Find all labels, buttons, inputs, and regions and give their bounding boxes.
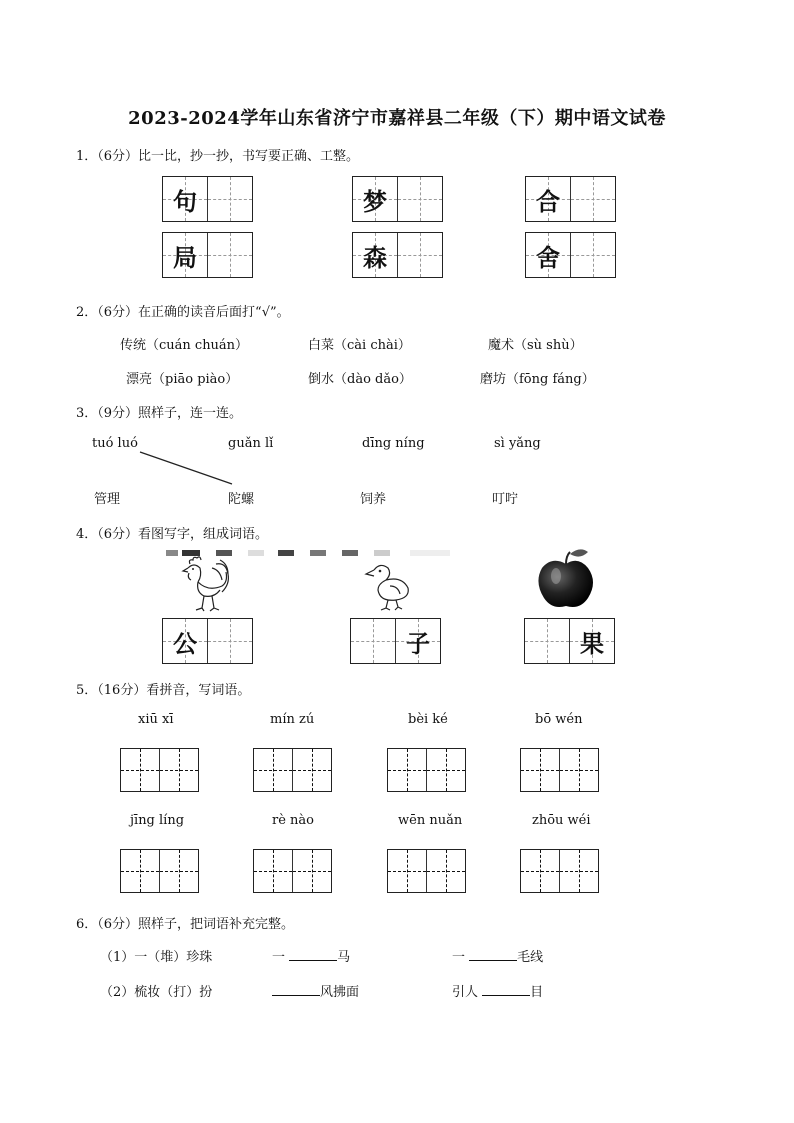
q6-item — [272, 981, 359, 1000]
q1-char: 局 — [173, 243, 197, 272]
q6-text: 目 — [530, 985, 544, 1000]
q5-pinyin: mín zú — [270, 712, 315, 727]
q5-pinyin: rè nào — [272, 813, 314, 828]
q6-text: 风拂面 — [320, 985, 360, 1000]
q3-pinyin: tuó luó — [92, 436, 138, 451]
q6-text: 引人 — [452, 985, 479, 1000]
q6-example-2: （2）梳妆（打）扮 — [100, 985, 213, 1000]
q4-grid-3 — [524, 618, 615, 664]
rooster-drawing — [176, 556, 236, 614]
q5-answer-grid[interactable] — [520, 748, 599, 792]
page-title: 2023-2024学年山东省济宁市嘉祥县二年级（下）期中语文试卷 — [128, 108, 666, 129]
q3-pinyin: guǎn lǐ — [228, 436, 274, 451]
q6-blank[interactable] — [469, 948, 517, 961]
q1-char: 梦 — [363, 187, 387, 216]
q4-label: 4．（6分）看图写字，组成词语。 — [76, 527, 269, 542]
q4-grid-2 — [350, 618, 441, 664]
q2-label: 2．（6分）在正确的读音后面打“√”。 — [76, 305, 290, 320]
q3-word: 管理 — [94, 492, 121, 507]
q6-blank[interactable] — [289, 948, 337, 961]
q2-item: 传统（cuán chuán） — [120, 338, 249, 353]
q2-item: 白菜（cài chài） — [308, 338, 411, 353]
q5-pinyin: jīng líng — [130, 813, 185, 828]
q2-item: 磨坊（fōng fáng） — [480, 372, 595, 387]
q4-char: 果 — [580, 629, 604, 658]
q6-blank[interactable] — [272, 983, 320, 996]
q5-pinyin: wēn nuǎn — [398, 813, 463, 828]
q5-label: 5．（16分）看拼音，写词语。 — [76, 683, 251, 698]
q1-char: 森 — [363, 243, 387, 272]
q1-char: 舍 — [536, 243, 560, 272]
q3-label: 3．（9分）照样子，连一连。 — [76, 406, 243, 421]
q6-label: 6．（6分）照样子，把词语补充完整。 — [76, 917, 295, 932]
q6-text: 一 — [452, 950, 466, 965]
q5-answer-grid[interactable] — [520, 849, 599, 893]
q5-pinyin: bèi ké — [408, 712, 448, 727]
q3-word: 陀螺 — [228, 492, 255, 507]
q5-answer-grid[interactable] — [387, 849, 466, 893]
q5-answer-grid[interactable] — [253, 748, 332, 792]
duckling-drawing — [364, 562, 414, 612]
q1-char: 合 — [536, 187, 560, 216]
q6-item — [272, 946, 350, 965]
q2-item: 魔术（sù shù） — [488, 338, 583, 353]
q6-example-1: （1）一（堆）珍珠 — [100, 950, 213, 965]
q3-pinyin: dīng níng — [362, 436, 425, 451]
q6-text: 一 — [272, 950, 286, 965]
q2-item: 倒水（dào dǎo） — [308, 372, 412, 387]
q5-answer-grid[interactable] — [120, 849, 199, 893]
q3-word: 饲养 — [360, 492, 387, 507]
q2-item: 漂亮（piāo piào） — [126, 372, 239, 387]
q5-answer-grid[interactable] — [120, 748, 199, 792]
q3-pinyin: sì yǎng — [494, 436, 541, 451]
q6-item — [452, 946, 543, 965]
q6-text: 毛线 — [517, 950, 544, 965]
q5-pinyin: xiū xī — [138, 712, 174, 727]
q5-pinyin: zhōu wéi — [532, 813, 591, 828]
apple-photo — [536, 546, 596, 610]
q1-label: 1．（6分）比一比，抄一抄，书写要正确、工整。 — [76, 149, 360, 164]
q3-word: 叮咛 — [492, 492, 519, 507]
q4-grid-1 — [162, 618, 253, 664]
q4-char: 公 — [173, 629, 197, 658]
q5-answer-grid[interactable] — [253, 849, 332, 893]
q4-char: 子 — [406, 629, 430, 658]
q6-text: 马 — [337, 950, 351, 965]
q6-item — [452, 981, 543, 1000]
q5-answer-grid[interactable] — [387, 748, 466, 792]
q1-char: 句 — [173, 187, 197, 216]
q5-pinyin: bō wén — [535, 712, 583, 727]
q6-blank[interactable] — [482, 983, 530, 996]
